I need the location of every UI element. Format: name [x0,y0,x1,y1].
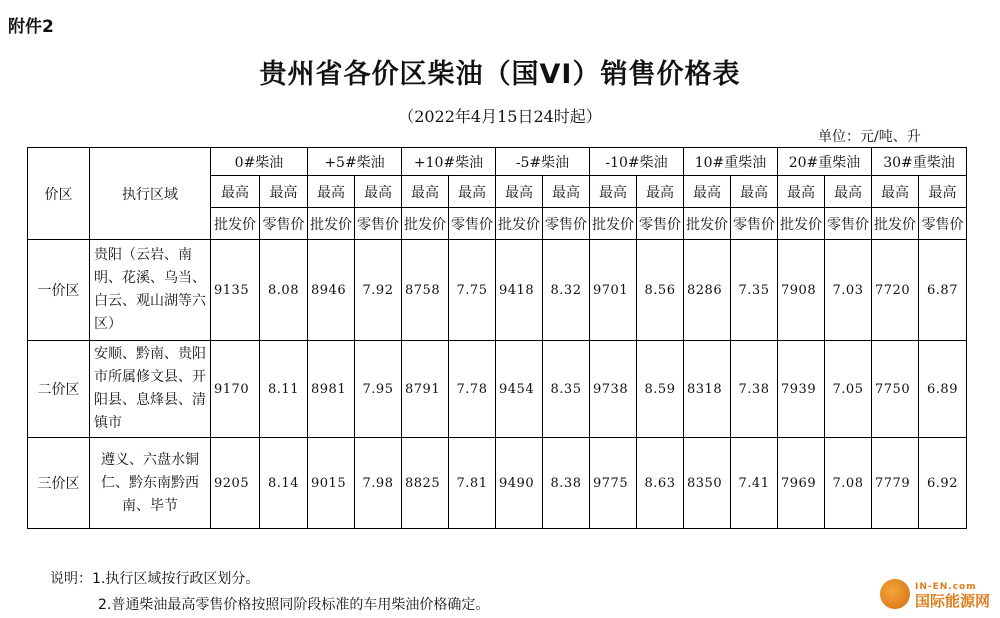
header-sub-top: 最高 [872,176,919,208]
watermark [880,579,990,609]
wholesale-price-cell: 9454 [496,341,543,438]
retail-price-cell: 7.78 [449,341,496,438]
retail-price-cell: 8.38 [543,438,590,529]
wholesale-price-cell: 8981 [308,341,355,438]
header-sub-top: 最高 [543,176,590,208]
header-sub-top: 最高 [919,176,967,208]
wholesale-price-cell: 8946 [308,240,355,341]
retail-price-cell: 6.92 [919,438,967,529]
notes [50,566,489,618]
header-sub-top: 最高 [211,176,260,208]
retail-price-cell: 7.95 [355,341,402,438]
retail-price-cell: 6.87 [919,240,967,341]
retail-price-cell: 8.14 [260,438,308,529]
retail-price-cell: 7.38 [731,341,778,438]
unit-label: 单位：元/吨、升 [818,129,921,145]
header-sub-top: 最高 [449,176,496,208]
header-wholesale: 批发价 [308,208,355,240]
retail-price-cell: 8.59 [637,341,684,438]
header-retail: 零售价 [731,208,778,240]
wholesale-price-cell: 8758 [402,240,449,341]
watermark-cn: 国际能源网 [914,592,990,610]
retail-price-cell: 7.41 [731,438,778,529]
header-sub-top: 最高 [402,176,449,208]
header-wholesale: 批发价 [211,208,260,240]
header-product: -5#柴油 [496,148,590,176]
wholesale-price-cell: 9738 [590,341,637,438]
wholesale-price-cell: 7969 [778,438,825,529]
header-product: 20#重柴油 [778,148,872,176]
header-sub-top: 最高 [825,176,872,208]
page-subtitle: （2022年4月15日24时起） [398,107,602,126]
table-row [28,438,967,529]
header-wholesale: 批发价 [590,208,637,240]
header-region: 执行区域 [90,148,211,240]
header-product: +10#柴油 [402,148,496,176]
wholesale-price-cell: 9170 [211,341,260,438]
wholesale-price-cell: 8286 [684,240,731,341]
retail-price-cell: 6.89 [919,341,967,438]
price-table [27,147,967,529]
wholesale-price-cell: 9205 [211,438,260,529]
region-cell: 贵阳（云岩、南明、花溪、乌当、白云、观山湖等六区） [90,240,211,341]
retail-price-cell: 8.08 [260,240,308,341]
header-sub-top: 最高 [308,176,355,208]
header-product: 10#重柴油 [684,148,778,176]
header-retail: 零售价 [355,208,402,240]
header-retail: 零售价 [919,208,967,240]
header-retail: 零售价 [260,208,308,240]
price-zone-cell: 一价区 [28,240,90,341]
price-zone-cell: 三价区 [28,438,90,529]
wholesale-price-cell: 9490 [496,438,543,529]
price-zone-cell: 二价区 [28,341,90,438]
retail-price-cell: 8.35 [543,341,590,438]
header-sub-top: 最高 [590,176,637,208]
header-retail: 零售价 [449,208,496,240]
wholesale-price-cell: 9418 [496,240,543,341]
retail-price-cell: 7.08 [825,438,872,529]
retail-price-cell: 8.11 [260,341,308,438]
wholesale-price-cell: 7908 [778,240,825,341]
header-sub-top: 最高 [731,176,778,208]
wholesale-price-cell: 9015 [308,438,355,529]
header-wholesale: 批发价 [872,208,919,240]
retail-price-cell: 7.03 [825,240,872,341]
note-1: 说明：1.执行区域按行政区划分。 [50,571,260,587]
header-sub-top: 最高 [637,176,684,208]
wholesale-price-cell: 8825 [402,438,449,529]
wholesale-price-cell: 7720 [872,240,919,341]
wholesale-price-cell: 7779 [872,438,919,529]
retail-price-cell: 7.98 [355,438,402,529]
table-row [28,341,967,438]
attachment-label: 附件2 [8,17,54,37]
retail-price-cell: 7.35 [731,240,778,341]
retail-price-cell: 7.81 [449,438,496,529]
header-price-zone: 价区 [28,148,90,240]
retail-price-cell: 7.75 [449,240,496,341]
header-retail: 零售价 [543,208,590,240]
header-retail: 零售价 [825,208,872,240]
header-product: -10#柴油 [590,148,684,176]
header-product: +5#柴油 [308,148,402,176]
retail-price-cell: 7.92 [355,240,402,341]
wholesale-price-cell: 7939 [778,341,825,438]
header-wholesale: 批发价 [496,208,543,240]
in-en-logo-icon [880,579,910,609]
header-retail: 零售价 [637,208,684,240]
header-wholesale: 批发价 [778,208,825,240]
header-wholesale: 批发价 [402,208,449,240]
note-2: 2.普通柴油最高零售价格按照同阶段标准的车用柴油价格确定。 [98,597,490,613]
wholesale-price-cell: 7750 [872,341,919,438]
header-product: 30#重柴油 [872,148,967,176]
retail-price-cell: 8.56 [637,240,684,341]
wholesale-price-cell: 8791 [402,341,449,438]
wholesale-price-cell: 9701 [590,240,637,341]
region-cell: 遵义、六盘水铜仁、黔东南黔西南、毕节 [90,438,211,529]
wholesale-price-cell: 9135 [211,240,260,341]
table-row [28,240,967,341]
region-cell: 安顺、黔南、贵阳市所属修文县、开阳县、息烽县、清镇市 [90,341,211,438]
watermark-en: IN-EN.com [914,582,977,592]
header-product: 0#柴油 [211,148,308,176]
header-wholesale: 批发价 [684,208,731,240]
header-sub-top: 最高 [778,176,825,208]
header-sub-top: 最高 [496,176,543,208]
page-title: 贵州省各价区柴油（国VI）销售价格表 [259,59,741,90]
wholesale-price-cell: 8350 [684,438,731,529]
retail-price-cell: 8.63 [637,438,684,529]
header-sub-top: 最高 [355,176,402,208]
wholesale-price-cell: 9775 [590,438,637,529]
wholesale-price-cell: 8318 [684,341,731,438]
retail-price-cell: 8.32 [543,240,590,341]
header-sub-top: 最高 [260,176,308,208]
retail-price-cell: 7.05 [825,341,872,438]
header-sub-top: 最高 [684,176,731,208]
